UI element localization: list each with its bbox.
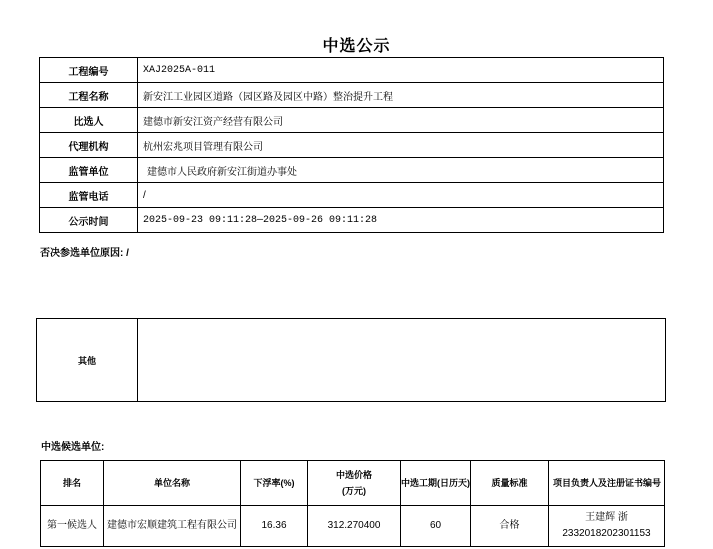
candidate-quality: 合格 xyxy=(471,506,549,547)
table-row xyxy=(40,208,664,233)
table-row xyxy=(40,133,664,158)
selector-value: 建德市新安江资产经营有限公司 xyxy=(138,108,664,133)
candidate-price: 312.270400 xyxy=(308,506,401,547)
candidate-rank: 第一候选人 xyxy=(41,506,104,547)
candidate-manager-cert: 2332018202301153 xyxy=(562,528,651,539)
agency-value: 杭州宏兆项目管理有限公司 xyxy=(138,133,664,158)
selector-label: 比选人 xyxy=(40,108,138,133)
header-price xyxy=(308,461,401,506)
table-row xyxy=(40,158,664,183)
header-discount: 下浮率(%) xyxy=(241,461,308,506)
other-table xyxy=(36,318,666,402)
agency-label: 代理机构 xyxy=(40,133,138,158)
table-row xyxy=(41,506,665,547)
table-row xyxy=(40,58,664,83)
header-period: 中选工期(日历天) xyxy=(401,461,471,506)
candidate-discount: 16.36 xyxy=(241,506,308,547)
project-number-value: XAJ2025A-011 xyxy=(138,58,664,83)
header-manager: 项目负责人及注册证书编号 xyxy=(549,461,665,506)
table-row xyxy=(40,108,664,133)
candidate-manager xyxy=(549,506,665,547)
candidates-title: 中选候选单位: xyxy=(41,442,105,453)
header-quality: 质量标准 xyxy=(471,461,549,506)
header-rank: 排名 xyxy=(41,461,104,506)
rejection-reason-value: / xyxy=(126,248,129,259)
project-number-label: 工程编号 xyxy=(40,58,138,83)
candidate-period: 60 xyxy=(401,506,471,547)
candidates-table xyxy=(40,460,665,547)
project-name-value: 新安江工业园区道路（园区路及园区中路）整治提升工程 xyxy=(138,83,664,108)
supervisor-phone-label: 监管电话 xyxy=(40,183,138,208)
supervisor-value: 建德市人民政府新安江街道办事处 xyxy=(138,158,664,183)
header-price-line1: 中选价格 xyxy=(335,470,372,480)
project-name-label: 工程名称 xyxy=(40,83,138,108)
other-value xyxy=(138,319,666,402)
other-label: 其他 xyxy=(37,319,138,402)
supervisor-label: 监管单位 xyxy=(40,158,138,183)
publicity-time-label: 公示时间 xyxy=(40,208,138,233)
table-header-row xyxy=(41,461,665,506)
candidate-manager-name: 王建辉 浙 xyxy=(585,512,628,523)
page-title: 中选公示 xyxy=(322,38,391,55)
header-price-line2: (万元) xyxy=(342,486,366,496)
table-row xyxy=(37,319,666,402)
table-row xyxy=(40,83,664,108)
candidate-name: 建德市宏顺建筑工程有限公司 xyxy=(104,506,241,547)
rejection-reason-label: 否决参选单位原因: xyxy=(40,248,124,259)
header-name: 单位名称 xyxy=(104,461,241,506)
rejection-reason xyxy=(40,244,129,259)
project-info-table xyxy=(39,57,664,233)
publicity-time-value: 2025-09-23 09:11:28—2025-09-26 09:11:28 xyxy=(138,208,664,233)
supervisor-phone-value: / xyxy=(138,183,664,208)
table-row xyxy=(40,183,664,208)
